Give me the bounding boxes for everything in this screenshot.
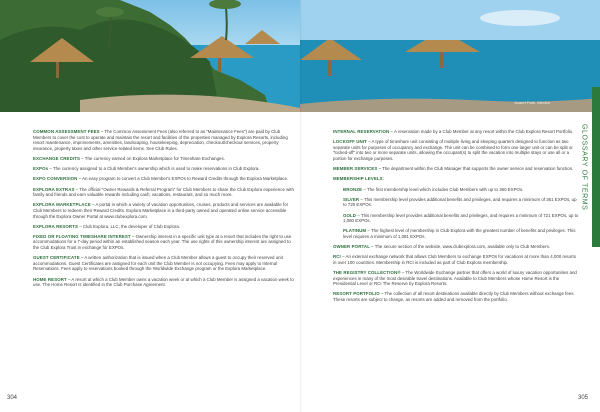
glossary-definition: – The currency earned on Explora Marketplace for Timeshare Exchanges.: [79, 155, 225, 161]
glossary-entry: [33, 224, 295, 230]
glossary-definition: – This membership level provides additional benefits and privileges, and requires a minimum of 721 EXPOs, up to 1,080 EXPOs.: [343, 212, 579, 224]
glossary-definition: – The official "Owner Rewards & Referral Program" for Club Members to share the Club Explora experience with family and friends and earn valuable rewards including cash, vacations, restaurant, and so much more.: [33, 186, 294, 198]
glossary-definition: – A written authorization that is issued when a Club Member allows a guest to occupy their reserved unit accommodations. Guest Certificates are assigned for each unit the Club Member is not occupying. Fees may apply to Internal Reservations. Fees apply to reservations booked through the Worldwide Exchange program or the Explora Marketplace.: [33, 255, 283, 272]
glossary-term: MEMBER SERVICES: [333, 166, 378, 172]
glossary-definition: :: [382, 176, 384, 182]
glossary-entry: [333, 166, 579, 172]
glossary-term: INTERNAL RESERVATION: [333, 129, 390, 134]
glossary-term: EXPO CONVERSION: [33, 176, 78, 182]
glossary-term: EXPOs: [33, 166, 49, 172]
glossary-entry: [333, 270, 579, 287]
glossary-definition: – Ownership interest in a specific unit type at a resort that includes the right to use accommodations for a 7-day period within an established season each year. The use rights of this ownership interest are assigned to the Club Explora Trust in exchange for EXPOs.: [33, 233, 292, 251]
glossary-entry: [33, 176, 295, 182]
glossary-definition: – Club Explora, LLC, the developer of Club Explora.: [78, 223, 181, 229]
glossary-definition: – The secure section of the website, www.clubexplora.com, available only to Club Members.: [369, 244, 551, 250]
glossary-entry: [33, 255, 295, 272]
glossary-definition: – A type of timeshare unit consisting of multiple living and sleeping quarters designed to function as two separate units for purposes of occupancy and exchange. The unit can be combined to form one larger unit or can be split or "locked-off" into two or more separate units, allowing the occupant(s) to split the vacation into multiple stays or use all or a portion for exchange purposes.: [333, 139, 573, 161]
glossary-term: FIXED OR FLOATING TIMESHARE INTEREST: [33, 233, 131, 239]
glossary-entry: [333, 291, 579, 302]
glossary-definition: – A resort at which a Club Member owns a vacation week or at which a Club Member is assigned a vacation week to use. The Home Resort is identified in the Club Purchase Agreement.: [33, 276, 294, 288]
glossary-term: HOME RESORT: [33, 276, 67, 282]
glossary-definition: – The Common Assessment Fees (also referred to as "Maintenance Fees") are paid by Club Members to cover the cost to operate and maintain the resort and facilities of the properties managed by Explora Resorts, including resort maintenance, improvements, amenities, landscaping, housekeeping, depreciation, checkout/checkout services, property insurance, property taxes and other service-related items. See Club Rules.: [33, 129, 288, 151]
glossary-term: EXPLORA MARKETPLACE: [33, 202, 91, 208]
photo-credit: Xcaret Park, Mexico: [514, 100, 550, 105]
glossary-term: PLATINUM: [343, 228, 367, 234]
glossary-term: RCI: [333, 254, 341, 260]
glossary-entry: [33, 129, 295, 151]
glossary-entry: [333, 254, 579, 265]
left-column: [33, 129, 295, 292]
glossary-definition: – A reservation made by a Club Member at any resort within the Club Explora Resort Portfolio.: [389, 129, 574, 134]
glossary-term: EXCHANGE CREDITS: [33, 155, 80, 161]
glossary-entry: [333, 176, 579, 182]
glossary-definition: – The collection of all resort destinations available directly by Club Members without exchange fees. These resorts are subject to change, as resorts are added and removed from the portfolio.: [333, 291, 575, 302]
glossary-term: SILVER: [343, 196, 360, 202]
glossary-definition: – The department within the Club Manager that supports the owner service and reservation function.: [377, 166, 574, 172]
glossary-definition: – The highest level of membership in Club Explora with the greatest number of benefits and privileges. This level requires a minimum of 1,081 EXPOs.: [343, 228, 576, 239]
page-number-left: 304: [7, 395, 18, 401]
glossary-entry: [33, 234, 295, 251]
glossary-term: EXPLORA EXTRAS: [33, 186, 75, 192]
glossary-definition: – An easy program to convert a Club Member's EXPOs to Reward Credits through the Explora Marketplace.: [77, 176, 289, 182]
glossary-term: EXPLORA RESORTS: [33, 223, 79, 229]
glossary-term: BRONZE: [343, 186, 363, 192]
glossary-entry: [333, 244, 579, 250]
glossary-entry: [33, 187, 295, 198]
right-column: [333, 129, 579, 307]
glossary-entry: [33, 156, 295, 162]
glossary-entry: [333, 228, 579, 239]
glossary-term: OWNER PORTAL: [333, 244, 370, 250]
section-tab-bar: [592, 87, 600, 247]
glossary-definition: – An external exchange network that allows Club Members to exchange EXPOs for vacations at more than 4,000 resorts in over 100 countries. Membership in RCI is included as part of Club Explora membership.: [333, 254, 576, 265]
glossary-term: LOCKOFF UNIT: [333, 139, 367, 145]
glossary-entry: [33, 277, 295, 288]
glossary-definition: – The Worldwide Exchange partner that offers a world of luxury vacation opportunities and experiences in many of the most desirable travel destinations. Available to Club Members whose Home Resort is the Presidential Level or RCI The Reserve by Explora Resorts.: [333, 270, 577, 287]
section-tab: [577, 112, 591, 222]
glossary-entry: [33, 166, 295, 172]
glossary-entry: [333, 213, 579, 224]
glossary-term: GOLD: [343, 212, 357, 218]
glossary-definition: – The currency assigned to a Club Member's ownership which is used to make reservations in Club Explora.: [48, 166, 260, 172]
glossary-term: COMMON ASSESSMENT FEES: [33, 129, 100, 134]
section-tab-label: GLOSSARY OF TERMS: [580, 123, 588, 211]
glossary-definition: – The first membership level which includes Club Members with up to 360 EXPOs.: [362, 186, 524, 192]
page-number-right: 305: [577, 395, 588, 401]
glossary-definition: – A portal in which a variety of vacation opportunities, cruises, products and services are available for Club Members to redeem their Reward Credits. Explora Marketplace is a third-party owned and operated online service accessible through the Explora Owner Portal at www.clubexplora.com.: [33, 202, 289, 219]
page-gutter: [300, 0, 302, 412]
glossary-term: RESORT PORTFOLIO: [333, 291, 380, 297]
glossary-entry: [333, 187, 579, 193]
glossary-entry: [333, 139, 579, 161]
glossary-entry: [33, 202, 295, 219]
glossary-entry: [333, 197, 579, 208]
glossary-term: THE REGISTRY COLLECTION®: [333, 270, 401, 276]
glossary-entry: [333, 129, 579, 135]
glossary-definition: – This membership level provides additional benefits and privileges, and requires a minimum of 361 EXPOs, up to 720 EXPOs.: [343, 196, 577, 208]
glossary-term: MEMBERSHIP LEVELS: [333, 176, 383, 182]
glossary-term: GUEST CERTIFICATE: [33, 255, 80, 261]
